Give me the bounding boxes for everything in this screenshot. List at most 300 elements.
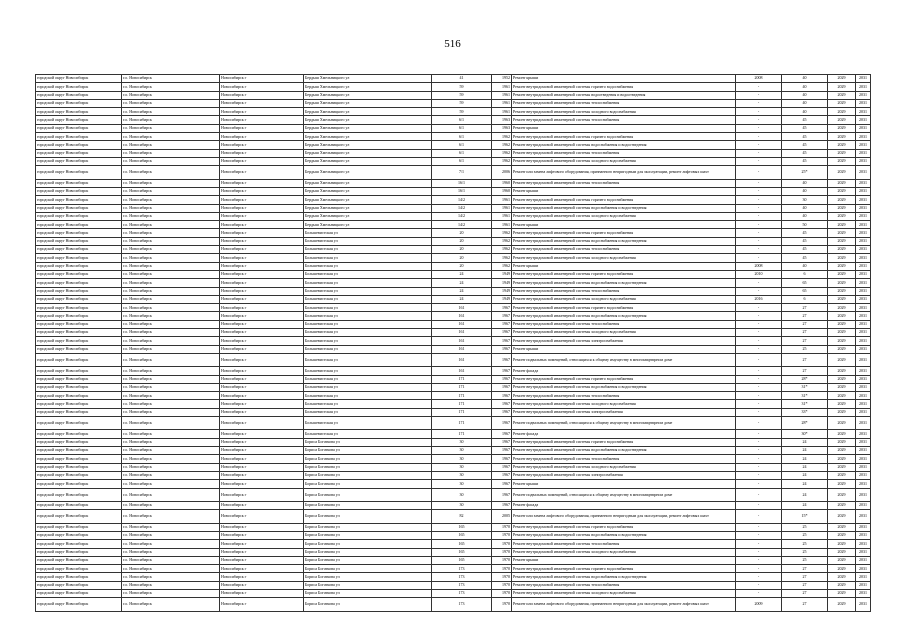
last-repair-year-cell: - xyxy=(736,430,782,438)
table-row xyxy=(36,83,871,91)
build-year-cell: 1963 xyxy=(492,116,512,124)
street-cell: Большевистская ул xyxy=(304,279,432,287)
municipality-cell: городской округ Новосибирск xyxy=(36,312,122,320)
wear-percent-cell: 24 xyxy=(782,438,828,446)
wear-percent-cell: 24 xyxy=(782,501,828,509)
plan-end-cell: 2031 xyxy=(856,279,871,287)
municipality-cell: городской округ Новосибирск xyxy=(36,463,122,471)
municipality-cell: городской округ Новосибирск xyxy=(36,254,122,262)
plan-start-cell: 2029 xyxy=(828,471,856,479)
table-row xyxy=(36,447,871,455)
plan-start-cell: 2029 xyxy=(828,270,856,278)
house-number-cell: 24 xyxy=(432,287,492,295)
build-year-cell: 1962 xyxy=(492,149,512,157)
district-cell: г.о. Новосибирск xyxy=(122,91,220,99)
settlement-cell: Новосибирск г xyxy=(220,262,304,270)
wear-percent-cell: 40 xyxy=(782,99,828,107)
last-repair-year-cell: - xyxy=(736,556,782,564)
build-year-cell: 1970 xyxy=(492,540,512,548)
district-cell: г.о. Новосибирск xyxy=(122,99,220,107)
house-number-cell: 165 xyxy=(432,540,492,548)
plan-end-cell: 2031 xyxy=(856,133,871,141)
settlement-cell: Новосибирск г xyxy=(220,480,304,488)
street-cell: Бориса Богаткова ул xyxy=(304,548,432,556)
municipality-cell: городской округ Новосибирск xyxy=(36,141,122,149)
district-cell: г.о. Новосибирск xyxy=(122,471,220,479)
wear-percent-cell: 40 xyxy=(782,187,828,195)
work-type-cell: Ремонт или замена лифтового оборудования, признанного непригодным для эксплуатации, ремонт лифтовых шахт xyxy=(512,510,736,523)
wear-percent-cell: 65 xyxy=(782,287,828,295)
wear-percent-cell: 24 xyxy=(782,471,828,479)
plan-end-cell: 2031 xyxy=(856,392,871,400)
municipality-cell: городской округ Новосибирск xyxy=(36,229,122,237)
settlement-cell: Новосибирск г xyxy=(220,166,304,179)
plan-start-cell: 2029 xyxy=(828,383,856,391)
plan-end-cell: 2031 xyxy=(856,304,871,312)
plan-end-cell: 2031 xyxy=(856,565,871,573)
plan-end-cell: 2031 xyxy=(856,548,871,556)
build-year-cell: 1961 xyxy=(492,196,512,204)
wear-percent-cell: 31* xyxy=(782,400,828,408)
municipality-cell: городской округ Новосибирск xyxy=(36,149,122,157)
house-number-cell: 171 xyxy=(432,400,492,408)
settlement-cell: Новосибирск г xyxy=(220,295,304,303)
build-year-cell: 1967 xyxy=(492,320,512,328)
table-row xyxy=(36,287,871,295)
wear-percent-cell: 40 xyxy=(782,204,828,212)
plan-end-cell: 2031 xyxy=(856,556,871,564)
work-type-cell: Ремонт внутридомовой инженерной системы водоснабжения и водоотведения xyxy=(512,312,736,320)
wear-percent-cell: 28* xyxy=(782,417,828,430)
last-repair-year-cell: - xyxy=(736,116,782,124)
house-number-cell: 161 xyxy=(432,367,492,375)
district-cell: г.о. Новосибирск xyxy=(122,345,220,353)
plan-start-cell: 2029 xyxy=(828,523,856,531)
work-type-cell: Ремонт крыши xyxy=(512,124,736,132)
settlement-cell: Новосибирск г xyxy=(220,149,304,157)
district-cell: г.о. Новосибирск xyxy=(122,295,220,303)
last-repair-year-cell: - xyxy=(736,345,782,353)
street-cell: Большевистская ул xyxy=(304,254,432,262)
build-year-cell: 1949 xyxy=(492,295,512,303)
table-row xyxy=(36,463,871,471)
last-repair-year-cell: - xyxy=(736,589,782,597)
plan-start-cell: 2029 xyxy=(828,133,856,141)
street-cell: Большевистская ул xyxy=(304,408,432,416)
build-year-cell: 2006 xyxy=(492,166,512,179)
plan-start-cell: 2029 xyxy=(828,510,856,523)
settlement-cell: Новосибирск г xyxy=(220,488,304,501)
work-type-cell: Ремонт внутридомовой инженерной системы теплоснабжения xyxy=(512,246,736,254)
district-cell: г.о. Новосибирск xyxy=(122,480,220,488)
wear-percent-cell: 40 xyxy=(782,179,828,187)
settlement-cell: Новосибирск г xyxy=(220,471,304,479)
house-number-cell: 161 xyxy=(432,337,492,345)
plan-end-cell: 2031 xyxy=(856,196,871,204)
build-year-cell: 1967 xyxy=(492,353,512,366)
plan-start-cell: 2029 xyxy=(828,196,856,204)
settlement-cell: Новосибирск г xyxy=(220,312,304,320)
plan-end-cell: 2031 xyxy=(856,383,871,391)
municipality-cell: городской округ Новосибирск xyxy=(36,304,122,312)
street-cell: Бердыш Хмельницкого ул xyxy=(304,75,432,83)
municipality-cell: городской округ Новосибирск xyxy=(36,295,122,303)
district-cell: г.о. Новосибирск xyxy=(122,75,220,83)
municipality-cell: городской округ Новосибирск xyxy=(36,329,122,337)
municipality-cell: городской округ Новосибирск xyxy=(36,179,122,187)
last-repair-year-cell: - xyxy=(736,531,782,539)
table-row xyxy=(36,229,871,237)
work-type-cell: Ремонт подвальных помещений, относящихся к общему имуществу в многоквартирном доме xyxy=(512,488,736,501)
street-cell: Бердыш Хмельницкого ул xyxy=(304,221,432,229)
wear-percent-cell: 45 xyxy=(782,133,828,141)
table-row xyxy=(36,279,871,287)
wear-percent-cell: 24 xyxy=(782,488,828,501)
plan-start-cell: 2029 xyxy=(828,408,856,416)
work-type-cell: Ремонт внутридомовой инженерной системы горячего водоснабжения xyxy=(512,133,736,141)
plan-end-cell: 2031 xyxy=(856,141,871,149)
street-cell: Бориса Богаткова ул xyxy=(304,556,432,564)
house-number-cell: 161 xyxy=(432,345,492,353)
wear-percent-cell: 25 xyxy=(782,548,828,556)
settlement-cell: Новосибирск г xyxy=(220,141,304,149)
street-cell: Бердыш Хмельницкого ул xyxy=(304,166,432,179)
plan-end-cell: 2031 xyxy=(856,124,871,132)
street-cell: Большевистская ул xyxy=(304,329,432,337)
work-type-cell: Ремонт внутридомовой инженерной системы теплоснабжения xyxy=(512,99,736,107)
wear-percent-cell: 45 xyxy=(782,254,828,262)
municipality-cell: городской округ Новосибирск xyxy=(36,337,122,345)
last-repair-year-cell: - xyxy=(736,91,782,99)
settlement-cell: Новосибирск г xyxy=(220,229,304,237)
settlement-cell: Новосибирск г xyxy=(220,455,304,463)
last-repair-year-cell: - xyxy=(736,221,782,229)
plan-start-cell: 2029 xyxy=(828,556,856,564)
plan-end-cell: 2031 xyxy=(856,345,871,353)
plan-end-cell: 2031 xyxy=(856,598,871,611)
district-cell: г.о. Новосибирск xyxy=(122,157,220,165)
plan-start-cell: 2029 xyxy=(828,417,856,430)
build-year-cell: 1961 xyxy=(492,221,512,229)
plan-end-cell: 2031 xyxy=(856,179,871,187)
municipality-cell: городской округ Новосибирск xyxy=(36,430,122,438)
street-cell: Бориса Богаткова ул xyxy=(304,471,432,479)
plan-start-cell: 2029 xyxy=(828,254,856,262)
district-cell: г.о. Новосибирск xyxy=(122,501,220,509)
plan-end-cell: 2031 xyxy=(856,99,871,107)
last-repair-year-cell: - xyxy=(736,565,782,573)
last-repair-year-cell: - xyxy=(736,455,782,463)
plan-start-cell: 2029 xyxy=(828,179,856,187)
district-cell: г.о. Новосибирск xyxy=(122,556,220,564)
table-row xyxy=(36,375,871,383)
build-year-cell: 1967 xyxy=(492,408,512,416)
last-repair-year-cell: - xyxy=(736,141,782,149)
street-cell: Бердыш Хмельницкого ул xyxy=(304,83,432,91)
street-cell: Бердыш Хмельницкого ул xyxy=(304,212,432,220)
municipality-cell: городской округ Новосибирск xyxy=(36,83,122,91)
municipality-cell: городской округ Новосибирск xyxy=(36,246,122,254)
plan-start-cell: 2029 xyxy=(828,573,856,581)
house-number-cell: 14/2 xyxy=(432,221,492,229)
street-cell: Бердыш Хмельницкого ул xyxy=(304,99,432,107)
build-year-cell: 2005 xyxy=(492,510,512,523)
municipality-cell: городской округ Новосибирск xyxy=(36,91,122,99)
table-row xyxy=(36,157,871,165)
wear-percent-cell: 6 xyxy=(782,295,828,303)
settlement-cell: Новосибирск г xyxy=(220,279,304,287)
municipality-cell: городской округ Новосибирск xyxy=(36,75,122,83)
settlement-cell: Новосибирск г xyxy=(220,187,304,195)
table-row xyxy=(36,573,871,581)
table-row xyxy=(36,556,871,564)
house-number-cell: 161 xyxy=(432,329,492,337)
settlement-cell: Новосибирск г xyxy=(220,400,304,408)
work-type-cell: Ремонт внутридомовой инженерной системы водоснабжения и водоотведения xyxy=(512,204,736,212)
last-repair-year-cell: - xyxy=(736,367,782,375)
plan-start-cell: 2029 xyxy=(828,83,856,91)
house-number-cell: 30 xyxy=(432,455,492,463)
table-row xyxy=(36,204,871,212)
work-type-cell: Ремонт внутридомовой инженерной системы электроснабжения xyxy=(512,337,736,345)
municipality-cell: городской округ Новосибирск xyxy=(36,455,122,463)
table-row xyxy=(36,345,871,353)
house-number-cell: 59 xyxy=(432,108,492,116)
plan-end-cell: 2031 xyxy=(856,229,871,237)
plan-end-cell: 2031 xyxy=(856,540,871,548)
last-repair-year-cell: - xyxy=(736,337,782,345)
wear-percent-cell: 31* xyxy=(782,392,828,400)
house-number-cell: 161 xyxy=(432,304,492,312)
street-cell: Большевистская ул xyxy=(304,353,432,366)
house-number-cell: 165 xyxy=(432,523,492,531)
table-row xyxy=(36,320,871,328)
house-number-cell: 20 xyxy=(432,237,492,245)
house-number-cell: 173 xyxy=(432,573,492,581)
settlement-cell: Новосибирск г xyxy=(220,531,304,539)
district-cell: г.о. Новосибирск xyxy=(122,392,220,400)
last-repair-year-cell: - xyxy=(736,179,782,187)
district-cell: г.о. Новосибирск xyxy=(122,149,220,157)
plan-end-cell: 2031 xyxy=(856,287,871,295)
build-year-cell: 1949 xyxy=(492,279,512,287)
district-cell: г.о. Новосибирск xyxy=(122,463,220,471)
table-row xyxy=(36,471,871,479)
last-repair-year-cell: - xyxy=(736,124,782,132)
house-number-cell: 30 xyxy=(432,447,492,455)
last-repair-year-cell: - xyxy=(736,187,782,195)
plan-start-cell: 2029 xyxy=(828,91,856,99)
wear-percent-cell: 24 xyxy=(782,480,828,488)
work-type-cell: Ремонт внутридомовой инженерной системы электроснабжения xyxy=(512,471,736,479)
settlement-cell: Новосибирск г xyxy=(220,447,304,455)
house-number-cell: 171 xyxy=(432,408,492,416)
wear-percent-cell: 24 xyxy=(782,455,828,463)
table-row xyxy=(36,196,871,204)
last-repair-year-cell: - xyxy=(736,133,782,141)
plan-start-cell: 2029 xyxy=(828,463,856,471)
settlement-cell: Новосибирск г xyxy=(220,598,304,611)
street-cell: Бердыш Хмельницкого ул xyxy=(304,204,432,212)
plan-end-cell: 2031 xyxy=(856,237,871,245)
work-type-cell: Ремонт крыши xyxy=(512,221,736,229)
plan-start-cell: 2029 xyxy=(828,438,856,446)
district-cell: г.о. Новосибирск xyxy=(122,166,220,179)
build-year-cell: 1962 xyxy=(492,237,512,245)
plan-start-cell: 2029 xyxy=(828,480,856,488)
municipality-cell: городской округ Новосибирск xyxy=(36,345,122,353)
table-row xyxy=(36,149,871,157)
work-type-cell: Ремонт внутридомовой инженерной системы теплоснабжения xyxy=(512,455,736,463)
settlement-cell: Новосибирск г xyxy=(220,83,304,91)
municipality-cell: городской округ Новосибирск xyxy=(36,501,122,509)
municipality-cell: городской округ Новосибирск xyxy=(36,581,122,589)
street-cell: Бердыш Хмельницкого ул xyxy=(304,133,432,141)
plan-start-cell: 2029 xyxy=(828,304,856,312)
district-cell: г.о. Новосибирск xyxy=(122,548,220,556)
settlement-cell: Новосибирск г xyxy=(220,287,304,295)
municipality-cell: городской округ Новосибирск xyxy=(36,320,122,328)
street-cell: Большевистская ул xyxy=(304,375,432,383)
municipality-cell: городской округ Новосибирск xyxy=(36,417,122,430)
table-row xyxy=(36,116,871,124)
plan-start-cell: 2029 xyxy=(828,447,856,455)
street-cell: Бердыш Хмельницкого ул xyxy=(304,157,432,165)
build-year-cell: 1967 xyxy=(492,488,512,501)
wear-percent-cell: 27 xyxy=(782,573,828,581)
build-year-cell: 1967 xyxy=(492,345,512,353)
plan-end-cell: 2031 xyxy=(856,488,871,501)
district-cell: г.о. Новосибирск xyxy=(122,187,220,195)
wear-percent-cell: 25 xyxy=(782,531,828,539)
street-cell: Большевистская ул xyxy=(304,320,432,328)
municipality-cell: городской округ Новосибирск xyxy=(36,108,122,116)
house-number-cell: 20 xyxy=(432,229,492,237)
build-year-cell: 1967 xyxy=(492,304,512,312)
last-repair-year-cell: - xyxy=(736,375,782,383)
district-cell: г.о. Новосибирск xyxy=(122,329,220,337)
build-year-cell: 1967 xyxy=(492,438,512,446)
work-type-cell: Ремонт крыши xyxy=(512,556,736,564)
house-number-cell: 30 xyxy=(432,488,492,501)
table-row xyxy=(36,337,871,345)
district-cell: г.о. Новосибирск xyxy=(122,455,220,463)
settlement-cell: Новосибирск г xyxy=(220,417,304,430)
municipality-cell: городской округ Новосибирск xyxy=(36,262,122,270)
house-number-cell: 24 xyxy=(432,295,492,303)
build-year-cell: 1952 xyxy=(492,75,512,83)
plan-end-cell: 2031 xyxy=(856,353,871,366)
build-year-cell: 1961 xyxy=(492,99,512,107)
work-type-cell: Ремонт внутридомовой инженерной системы теплоснабжения xyxy=(512,320,736,328)
district-cell: г.о. Новосибирск xyxy=(122,124,220,132)
plan-end-cell: 2031 xyxy=(856,312,871,320)
table-row xyxy=(36,417,871,430)
street-cell: Большевистская ул xyxy=(304,304,432,312)
table-row xyxy=(36,353,871,366)
work-type-cell: Ремонт внутридомовой инженерной системы электроснабжения xyxy=(512,408,736,416)
wear-percent-cell: 24 xyxy=(782,463,828,471)
table-row xyxy=(36,124,871,132)
last-repair-year-cell: - xyxy=(736,254,782,262)
wear-percent-cell: 65 xyxy=(782,279,828,287)
repair-schedule-table xyxy=(35,74,871,612)
house-number-cell: 6/1 xyxy=(432,149,492,157)
table-row xyxy=(36,179,871,187)
table-row xyxy=(36,589,871,597)
house-number-cell: 173 xyxy=(432,598,492,611)
table-row xyxy=(36,367,871,375)
plan-start-cell: 2029 xyxy=(828,455,856,463)
house-number-cell: 6/1 xyxy=(432,124,492,132)
table-row xyxy=(36,133,871,141)
plan-end-cell: 2031 xyxy=(856,531,871,539)
work-type-cell: Ремонт внутридомовой инженерной системы теплоснабжения xyxy=(512,116,736,124)
house-number-cell: 171 xyxy=(432,417,492,430)
plan-end-cell: 2031 xyxy=(856,337,871,345)
build-year-cell: 1967 xyxy=(492,430,512,438)
settlement-cell: Новосибирск г xyxy=(220,124,304,132)
district-cell: г.о. Новосибирск xyxy=(122,287,220,295)
wear-percent-cell: 45 xyxy=(782,124,828,132)
build-year-cell: 1961 xyxy=(492,91,512,99)
district-cell: г.о. Новосибирск xyxy=(122,400,220,408)
plan-start-cell: 2029 xyxy=(828,204,856,212)
settlement-cell: Новосибирск г xyxy=(220,221,304,229)
table-row xyxy=(36,141,871,149)
municipality-cell: городской округ Новосибирск xyxy=(36,471,122,479)
house-number-cell: 165 xyxy=(432,556,492,564)
house-number-cell: 173 xyxy=(432,581,492,589)
table-row xyxy=(36,565,871,573)
table-row xyxy=(36,312,871,320)
last-repair-year-cell: - xyxy=(736,488,782,501)
street-cell: Бориса Богаткова ул xyxy=(304,480,432,488)
district-cell: г.о. Новосибирск xyxy=(122,383,220,391)
wear-percent-cell: 30* xyxy=(782,430,828,438)
house-number-cell: 14/2 xyxy=(432,204,492,212)
district-cell: г.о. Новосибирск xyxy=(122,488,220,501)
municipality-cell: городской округ Новосибирск xyxy=(36,392,122,400)
municipality-cell: городской округ Новосибирск xyxy=(36,573,122,581)
work-type-cell: Ремонт внутридомовой инженерной системы холодного водоснабжения xyxy=(512,157,736,165)
plan-start-cell: 2029 xyxy=(828,598,856,611)
settlement-cell: Новосибирск г xyxy=(220,548,304,556)
plan-start-cell: 2029 xyxy=(828,548,856,556)
house-number-cell: 165 xyxy=(432,548,492,556)
work-type-cell: Ремонт внутридомовой инженерной системы теплоснабжения xyxy=(512,149,736,157)
plan-start-cell: 2029 xyxy=(828,75,856,83)
house-number-cell: 161 xyxy=(432,312,492,320)
municipality-cell: городской округ Новосибирск xyxy=(36,157,122,165)
settlement-cell: Новосибирск г xyxy=(220,353,304,366)
wear-percent-cell: 27 xyxy=(782,320,828,328)
municipality-cell: городской округ Новосибирск xyxy=(36,447,122,455)
house-number-cell: 14/2 xyxy=(432,212,492,220)
last-repair-year-cell: - xyxy=(736,353,782,366)
settlement-cell: Новосибирск г xyxy=(220,337,304,345)
last-repair-year-cell: 2008 xyxy=(736,262,782,270)
last-repair-year-cell: - xyxy=(736,480,782,488)
last-repair-year-cell: - xyxy=(736,83,782,91)
plan-end-cell: 2031 xyxy=(856,438,871,446)
settlement-cell: Новосибирск г xyxy=(220,157,304,165)
build-year-cell: 1962 xyxy=(492,133,512,141)
work-type-cell: Ремонт подвальных помещений, относящихся к общему имуществу в многоквартирном доме xyxy=(512,353,736,366)
street-cell: Большевистская ул xyxy=(304,229,432,237)
last-repair-year-cell: - xyxy=(736,447,782,455)
work-type-cell: Ремонт внутридомовой инженерной системы холодного водоснабжения xyxy=(512,463,736,471)
